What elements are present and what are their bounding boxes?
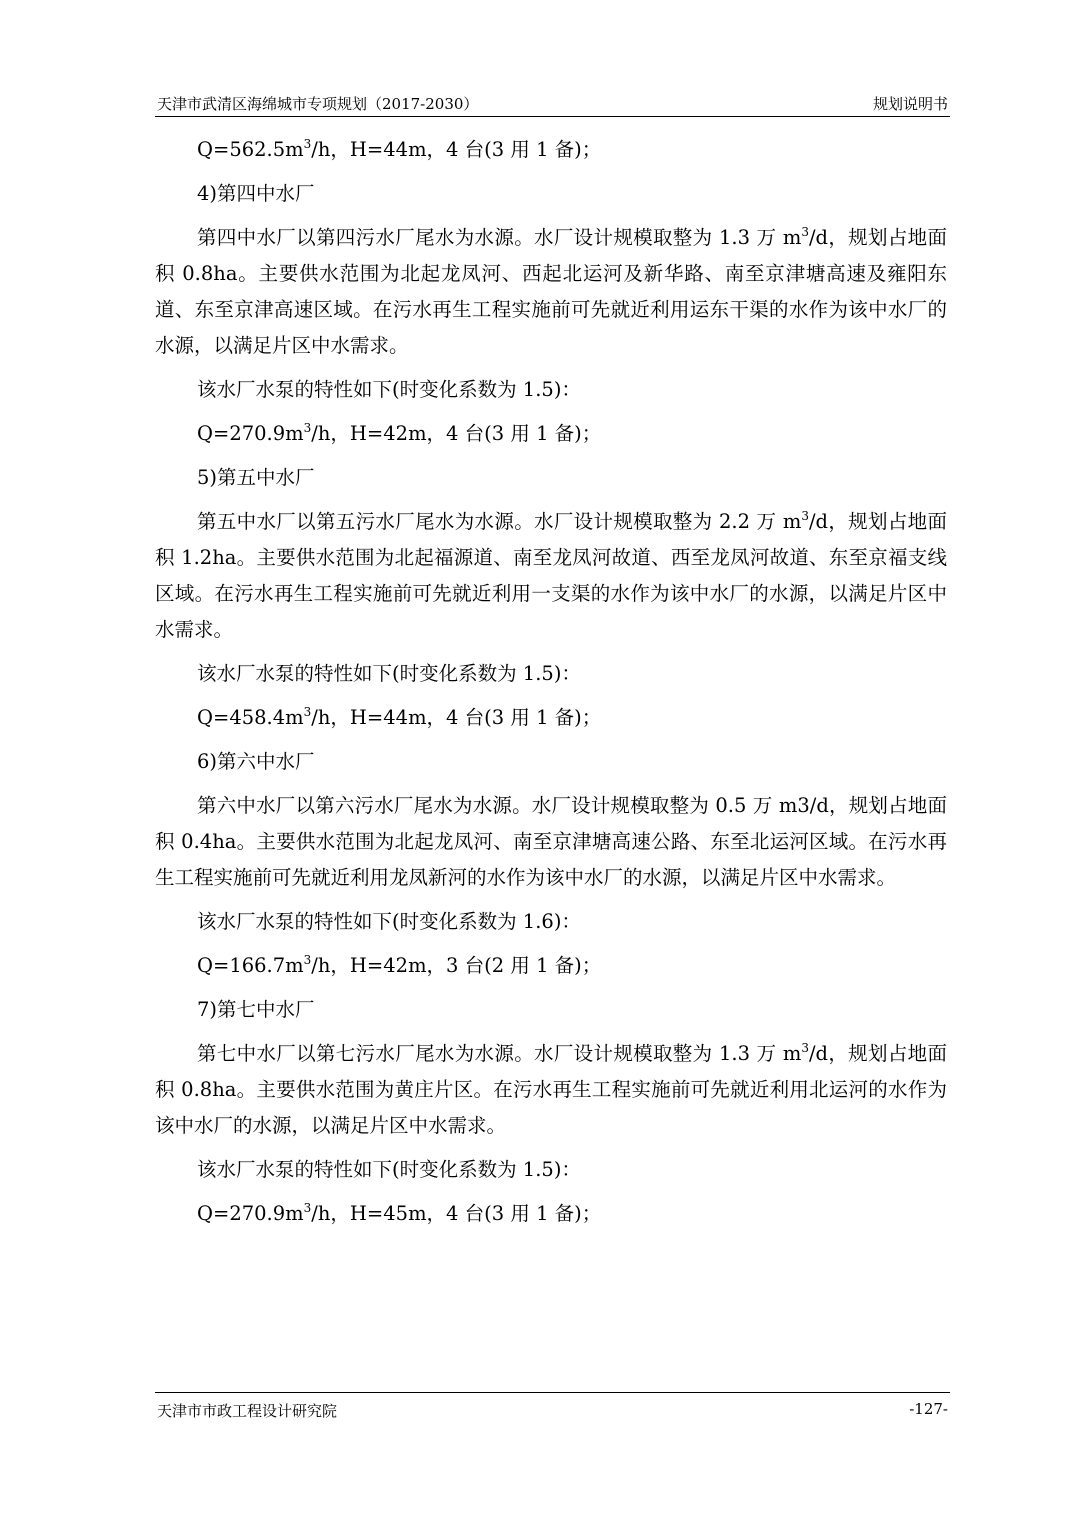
section-heading-6: 6)第六中水厂 bbox=[197, 750, 315, 773]
pump-spec-line-4: $Q=270.9m^3/h$，H=42m，4 台(3 用 1 备)； bbox=[197, 421, 602, 445]
header-title: 天津市武清区海绵城市专项规划（2017-2030） bbox=[157, 95, 479, 113]
pump-spec-line-5: $Q=458.4m^3/h$，H=44m，4 台(3 用 1 备)； bbox=[197, 705, 602, 729]
pump-caption-6: 该水厂水泵的特性如下(时变化系数为 1.6)： bbox=[197, 910, 581, 933]
document-body bbox=[155, 132, 947, 1240]
section-heading-4: 4)第四中水厂 bbox=[197, 182, 315, 205]
pump-caption-5: 该水厂水泵的特性如下(时变化系数为 1.5)： bbox=[197, 662, 581, 685]
pump-spec-line-7: $Q=270.9m^3/h$，H=45m，4 台(3 用 1 备)； bbox=[197, 1201, 602, 1225]
pump-caption-4: 该水厂水泵的特性如下(时变化系数为 1.5)： bbox=[197, 378, 581, 401]
section-heading-7: 7)第七中水厂 bbox=[197, 998, 315, 1021]
section-heading-5: 5)第五中水厂 bbox=[197, 466, 315, 489]
paragraph-plant-5: 第五中水厂以第五污水厂尾水为水源。水厂设计规模取整为 2.2 万 $m^3/d$，规划占地面积 1.2ha。主要供水范围为北起福源道、南至龙凤河故道、西至龙凤河故道、东至京福支线区域。在污水再生工程实施前可先就近利用一支渠的水作为该中水厂的水源，以满足片区中水需求。 bbox=[155, 509, 947, 641]
paragraph-plant-6: 第六中水厂以第六污水厂尾水为水源。水厂设计规模取整为 0.5 万 m3/d，规划占地面积 0.4ha。主要供水范围为北起龙凤河、南至京津塘高速公路、东至北运河区域。在污水再生工程实施前可先就近利用龙凤新河的水作为该中水厂的水源，以满足片区中水需求。 bbox=[155, 794, 947, 889]
footer-organization: 天津市市政工程设计研究院 bbox=[157, 1402, 338, 1420]
page-header bbox=[155, 92, 950, 117]
pump-spec-line-6: $Q=166.7m^3/h$，H=42m，3 台(2 用 1 备)； bbox=[197, 953, 602, 977]
page-number: -127- bbox=[909, 1400, 948, 1418]
pump-caption-7: 该水厂水泵的特性如下(时变化系数为 1.5)： bbox=[197, 1158, 581, 1181]
page-footer bbox=[155, 1392, 950, 1421]
paragraph-plant-4: 第四中水厂以第四污水厂尾水为水源。水厂设计规模取整为 1.3 万 $m^3/d$，规划占地面积 0.8ha。主要供水范围为北起龙凤河、西起北运河及新华路、南至京津塘高速及雍阳东道、东至京津高速区域。在污水再生工程实施前可先就近利用运东干渠的水作为该中水厂的水源，以满足片区中水需求。 bbox=[155, 225, 947, 357]
paragraph-plant-7: 第七中水厂以第七污水厂尾水为水源。水厂设计规模取整为 1.3 万 $m^3/d$，规划占地面积 0.8ha。主要供水范围为黄庄片区。在污水再生工程实施前可先就近利用北运河的水作为该中水厂的水源，以满足片区中水需求。 bbox=[155, 1041, 947, 1137]
header-doc-type: 规划说明书 bbox=[872, 95, 948, 113]
pump-spec-line: $Q=562.5m^3/h$，H=44m，4 台(3 用 1 备)； bbox=[197, 137, 602, 161]
